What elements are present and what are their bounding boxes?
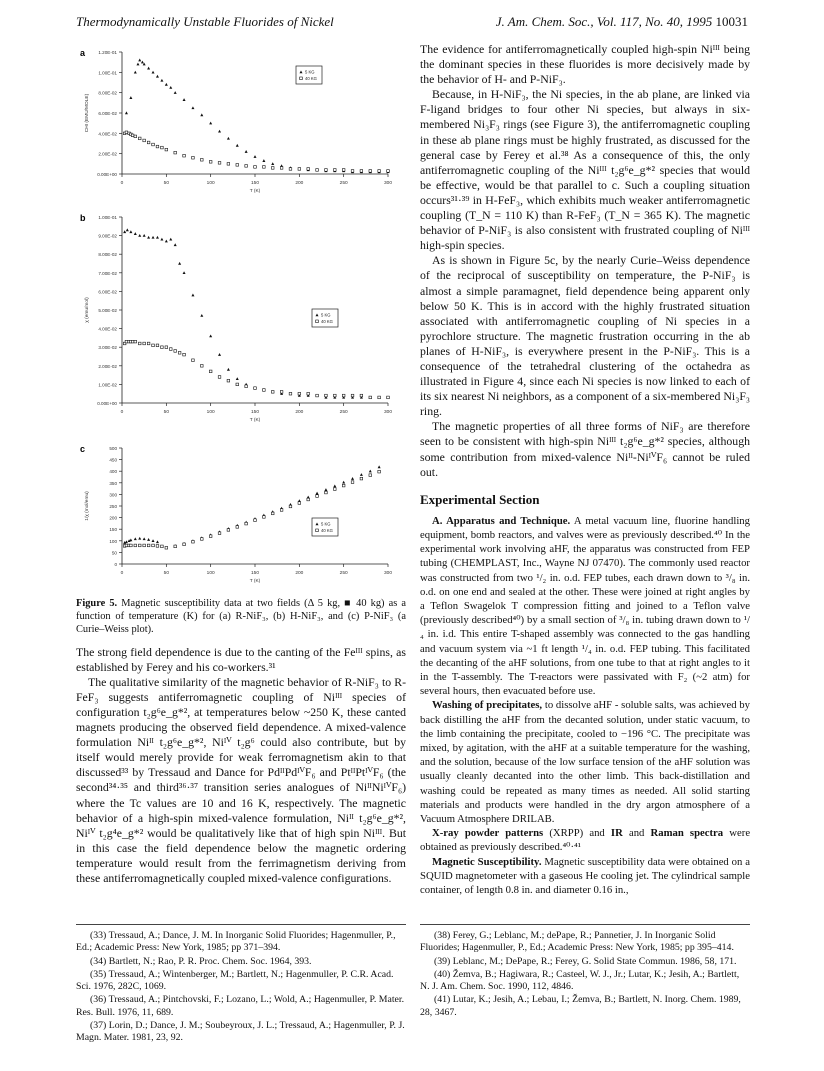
data-point-40kg [325, 394, 328, 397]
data-point-40kg [271, 167, 274, 170]
data-point-40kg [342, 394, 345, 397]
data-point-5kg [209, 334, 212, 337]
subsection-title: Raman spectra [650, 827, 724, 840]
data-point-40kg [280, 391, 283, 394]
x-tick-label: 300 [383, 181, 393, 186]
legend-label: 5 KG [321, 312, 331, 318]
paragraph: Because, in H-NiF₃, the Ni species, in the ab plane, are linked via F-ligand bridges to four other Ni species, but always in six-membered Ni₃F₃ rings (see Figure 3), the antiferromagnetic coupling in these ab plane rings must be highly frustrated, as discussed for the general case by Ferey et al.³⁸ As a consequence of this, the only antiferromagnetic coupling of the Niᴵᴵᴵ t₂g⁶e_g*² species that would be effective, would be that parallel to c. Such a coupling situation occurs³¹·³⁹ in H-FeF₃, which exhibits much weaker antiferromagnetic coupling (T_N = 110 K) than R-FeF₃ (T_N = 365 K). The magnetic behavior of P-NiF₃ is also consistent with frustrated coupling of Niᴵᴵᴵ high-spin species. [420, 87, 750, 253]
data-point-5kg [333, 484, 336, 487]
data-point-40kg [342, 169, 345, 172]
inline-text: (XRPP) and [549, 827, 605, 840]
x-axis-label: T (K) [249, 189, 261, 194]
data-point-40kg [143, 544, 146, 547]
section-heading: Experimental Section [420, 491, 540, 507]
data-point-40kg [174, 545, 177, 548]
data-point-40kg [236, 383, 239, 386]
data-point-5kg [160, 79, 163, 82]
data-point-5kg [209, 122, 212, 125]
data-point-40kg [254, 387, 257, 390]
x-tick-label: 0 [120, 410, 124, 415]
data-point-40kg [316, 394, 319, 397]
data-point-40kg [138, 342, 141, 345]
y-tick-label: 0 [114, 562, 117, 567]
data-point-40kg [174, 350, 177, 353]
figure-caption [76, 597, 406, 637]
data-point-40kg [351, 394, 354, 397]
data-point-40kg [201, 538, 204, 541]
data-point-5kg [200, 314, 203, 317]
y-tick-label: 300 [109, 492, 117, 498]
data-point-40kg [307, 168, 310, 171]
data-point-5kg [236, 144, 239, 147]
data-point-5kg [156, 540, 159, 543]
data-point-40kg [147, 342, 150, 345]
reference: (36) Tressaud, A.; Pintchovski, F.; Lozano, L.; Wold, A.; Hagenmuller, P. Mater. Res. Bull. 1976, 11, 689. [76, 994, 405, 1018]
y-tick-label: 500 [109, 446, 117, 451]
data-point-40kg [351, 170, 354, 173]
x-tick-label: 300 [383, 410, 393, 415]
data-point-5kg [169, 238, 172, 241]
chart-panel-c [76, 440, 406, 588]
paragraph [420, 826, 750, 854]
data-point-40kg [143, 139, 146, 142]
left-column [76, 44, 406, 886]
data-point-40kg [334, 394, 337, 397]
data-point-5kg [351, 477, 354, 480]
data-point-5kg [125, 111, 128, 114]
y-tick-label: 400 [109, 469, 117, 475]
right-column [420, 42, 750, 897]
data-point-40kg [316, 169, 319, 172]
data-point-5kg [129, 96, 132, 99]
y-axis-label: 1/χ (mol/emu) [85, 491, 90, 521]
y-tick-label: 1.00E-01 [98, 215, 117, 220]
data-point-40kg [143, 342, 146, 345]
reference: (35) Tressaud, A.; Wintenberger, M.; Bartlett, N.; Hagenmuller, P. C.R. Acad. Sci. 1976, 282C, 1069. [76, 968, 394, 993]
data-point-5kg [138, 537, 141, 540]
reference: (39) Leblanc, M.; DePape, R.; Ferey, G. Solid State Commun. 1986, 58, 171. [434, 955, 737, 967]
data-point-5kg [183, 98, 186, 101]
paragraph: The qualitative similarity of the magnetic behavior of R-NiF₃ to R-FeF₃ suggests antiferromagnetic coupling of Niᴵᴵᴵ species of configuration t₂g⁶e_g*², at temperatures below ~250 K, these canted magnets producing the observed field dependence. A mixed-valence formulation Niᴵᴵ t₂g⁶e_g*², Niᴵⱽ t₂g⁶ could also contribute, but by itself would merely provide for weak ferromagnetism akin to that discussed³³ by Tressaud and Dance for PdᴵᴵPdᴵⱽF₆ and PtᴵᴵPtᴵⱽF₆ (the second³⁴·³⁵ and third³⁶·³⁷ transition series analogues of NiᴵᴵNiᴵⱽF₆) where the Tc values are 10 and 16 K, respectively. The magnetic behavior of a high-spin mixed-valence formulation, Niᴵᴵ t₂g⁶e_g*², Niᴵⱽ t₂g⁴e_g*² would be qualitatively like that of high spin Niᴵᴵᴵ. But in this case the field dependence below the magnetic ordering temperature would result from the ferrimagnetism deriving from these antiferromagnetically coupled mixed-valence configurations. [76, 674, 406, 886]
data-point-5kg [138, 234, 141, 237]
y-tick-label: 4.00E-02 [98, 326, 117, 332]
data-point-5kg [200, 113, 203, 116]
data-point-5kg [125, 540, 128, 543]
data-point-40kg [298, 168, 301, 171]
journal-name: J. Am. Chem. Soc., Vol. 117, No. 40, 1995 [495, 14, 713, 29]
y-tick-label: 3.00E-02 [98, 345, 117, 351]
data-point-40kg [236, 526, 239, 529]
experimental-text [420, 514, 750, 897]
data-point-5kg [271, 162, 274, 165]
data-point-40kg [134, 135, 137, 138]
data-point-40kg [156, 344, 159, 347]
data-point-40kg [351, 481, 354, 484]
data-point-40kg [369, 170, 372, 173]
data-point-5kg [191, 294, 194, 297]
data-point-40kg [183, 353, 186, 356]
x-tick-label: 250 [339, 571, 348, 576]
y-tick-label: 200 [109, 515, 117, 521]
data-point-40kg [227, 163, 230, 166]
data-point-40kg [134, 544, 137, 547]
data-point-5kg [160, 238, 163, 241]
data-point-40kg [254, 519, 257, 522]
data-point-40kg [218, 162, 221, 165]
y-tick-label: 1.20E-01 [98, 50, 117, 55]
data-point-40kg [192, 359, 195, 362]
data-point-40kg [360, 170, 363, 173]
legend-label: 40 KG [305, 76, 317, 81]
data-point-5kg [378, 465, 381, 468]
figure-5 [76, 44, 406, 593]
data-point-5kg [152, 236, 155, 239]
data-point-40kg [138, 137, 141, 140]
data-point-5kg [227, 137, 230, 140]
reference: (41) Lutar, K.; Jesih, A.; Lebau, I.; Žemva, B.; Bartlett, N. Inorg. Chem. 1989, 28, 3467. [420, 994, 741, 1018]
data-point-40kg [316, 495, 319, 498]
y-tick-label: 0.00E+00 [97, 172, 117, 177]
x-tick-label: 100 [206, 181, 215, 186]
data-point-40kg [263, 389, 266, 392]
data-point-5kg [152, 539, 155, 542]
data-point-40kg [178, 351, 181, 354]
data-point-5kg [126, 228, 129, 231]
data-point-40kg [152, 544, 155, 547]
reference: (34) Bartlett, N.; Rao, P. R. Proc. Chem. Soc. 1964, 393. [90, 955, 312, 967]
y-tick-label: 50 [111, 550, 117, 556]
data-point-40kg [254, 166, 257, 169]
y-tick-label: 2.00E-02 [98, 363, 117, 369]
legend-marker-40kg [300, 77, 303, 80]
data-point-40kg [245, 522, 248, 525]
y-tick-label: 150 [109, 527, 117, 533]
data-point-5kg [183, 271, 186, 274]
reference: (33) Tressaud, A.; Dance, J. M. In Inorganic Solid Fluorides; Hagenmuller, P., Ed.; Academic Press: New York, 1985; pp 371–394. [76, 930, 396, 954]
y-axis-label: χ (emu/mol) [85, 297, 90, 323]
data-point-40kg [201, 365, 204, 368]
data-point-40kg [378, 170, 381, 173]
data-point-5kg [178, 262, 181, 265]
data-point-5kg [141, 61, 144, 64]
legend-label: 40 KG [321, 528, 333, 533]
data-point-40kg [138, 544, 141, 547]
data-point-5kg [138, 59, 141, 62]
y-tick-label: 1.00E-01 [98, 70, 117, 76]
data-point-5kg [262, 159, 265, 162]
y-axis-label: CHI (EMU/MOLE) [85, 93, 90, 133]
x-tick-label: 200 [295, 410, 304, 415]
y-tick-label: 350 [109, 480, 117, 486]
subsection-title: Magnetic Susceptibility. [432, 855, 542, 868]
legend-marker-40kg [316, 320, 319, 323]
left-body-text [76, 645, 406, 887]
y-tick-label: 6.00E-02 [98, 111, 117, 116]
running-title: Thermodynamically Unstable Fluorides of Nickel [76, 14, 334, 29]
x-tick-label: 150 [250, 571, 260, 576]
data-point-40kg [263, 166, 266, 169]
apparatus-text: A metal vacuum line, fluorine handling equipment, bomb reactors, and valves were as previously described.⁴⁰ In the experimental work involving aHF, the apparatus was constructed from FEP tubing (CHEMPLAST, Inc., Wayne NJ 07470). The commonly used reactor was constructed from two ¹/₂ in. o.d. FEP tubes, each drawn down to ³/₈ in. o.d. on one end and sealed at the other. These were joined at right angles by a Teflon Swagelok T compression fitting and joined to a Teflon valve (previously described⁴⁰) by a small section of ³/₈ in. tubing drawn down to ¹/₄ in. i.d. This entire T-shaped assembly was connected to the gas handling and vacuum system via ~1 ft length ¹/₄ in. o.d. FEP tubing. This facilitated the decanting of the aHF solutions, from one tube to that at right angles to it in the T-assembly. The T-reactors were passivated with F₂ (~2 atm) for several hours, then evacuated before use. [420, 514, 750, 698]
data-point-5kg [123, 230, 126, 233]
y-tick-label: 100 [109, 538, 117, 544]
data-point-40kg [156, 545, 159, 548]
data-point-40kg [125, 340, 128, 343]
data-point-5kg [134, 537, 137, 540]
right-body-text [420, 42, 750, 480]
data-point-40kg [271, 391, 274, 394]
y-tick-label: 8.00E-02 [98, 252, 117, 258]
subsection-title: Washing of precipitates, [432, 699, 543, 712]
data-point-5kg [236, 377, 239, 380]
data-point-40kg [201, 158, 204, 161]
references-left [76, 930, 406, 1046]
y-tick-label: 4.00E-02 [98, 131, 117, 137]
data-point-40kg [152, 344, 155, 347]
x-axis-label: T (K) [249, 579, 261, 584]
references-right [420, 930, 750, 1020]
data-point-40kg [218, 376, 221, 379]
data-point-40kg [165, 346, 168, 349]
data-point-40kg [263, 516, 266, 519]
y-tick-label: 1.00E-02 [98, 382, 117, 388]
data-point-40kg [387, 170, 390, 173]
x-tick-label: 250 [339, 181, 348, 186]
data-point-5kg [316, 492, 319, 495]
reference: (38) Ferey, G.; Leblanc, M.; dePape, R.; Pannetier, J. In Inorganic Solid Fluorides; Hagenmuller, P., Ed.; Academic Press: New York, 1985; pp 395–414. [420, 930, 734, 954]
data-point-40kg [245, 165, 248, 168]
legend-label: 40 KG [321, 319, 333, 324]
legend-marker-40kg [316, 529, 319, 532]
mag-text: Magnetic susceptibility data were obtained on a SQUID magnetometer with a gaseous He cooling jet. The cylindrical sample container, of length 0.8 in. and diameter 0.16 in., [420, 855, 751, 896]
x-tick-label: 50 [163, 410, 170, 415]
data-point-40kg [125, 544, 128, 547]
xrpp-text: were obtained as previously described.⁴⁰·⁴¹ [420, 827, 751, 854]
data-point-5kg [245, 150, 248, 153]
x-tick-label: 200 [295, 571, 304, 576]
paragraph: The magnetic properties of all three forms of NiF₃ are therefore seen to be consistent with high-spin Niᴵᴵᴵ t₂g⁶e_g*² species, although some contribution from mixed-valence Niᴵᴵ-NiᴵⱽF₆ cannot be ruled out. [420, 419, 750, 479]
data-point-40kg [125, 131, 128, 134]
x-tick-label: 200 [295, 181, 304, 186]
data-point-40kg [209, 535, 212, 538]
data-point-40kg [192, 156, 195, 159]
y-tick-label: 2.00E-02 [98, 151, 117, 157]
data-point-5kg [174, 91, 177, 94]
data-point-40kg [161, 146, 164, 149]
data-point-40kg [134, 340, 137, 343]
data-point-40kg [245, 385, 248, 388]
x-tick-label: 250 [339, 410, 348, 415]
panel-letter: a [80, 48, 86, 58]
panel-letter: b [80, 213, 86, 223]
data-point-5kg [147, 538, 150, 541]
data-point-40kg [183, 154, 186, 157]
data-point-40kg [378, 396, 381, 399]
data-point-40kg [156, 145, 159, 148]
data-point-40kg [152, 143, 155, 146]
legend-label: 5 KG [305, 69, 315, 75]
data-point-40kg [227, 379, 230, 382]
data-point-5kg [165, 83, 168, 86]
y-tick-label: 450 [109, 457, 117, 463]
data-point-5kg [134, 71, 137, 74]
subsection-title: X-ray powder patterns [432, 827, 544, 840]
data-point-40kg [174, 151, 177, 154]
data-point-40kg [227, 529, 230, 532]
data-point-40kg [271, 512, 274, 515]
data-point-40kg [218, 532, 221, 535]
data-point-40kg [325, 169, 328, 172]
paragraph [420, 855, 750, 898]
data-point-40kg [209, 370, 212, 373]
data-point-40kg [130, 544, 133, 547]
data-point-40kg [325, 491, 328, 494]
data-point-40kg [387, 396, 390, 399]
data-point-40kg [183, 543, 186, 546]
data-point-5kg [136, 63, 139, 66]
data-point-40kg [289, 392, 292, 395]
data-point-40kg [307, 498, 310, 501]
y-tick-label: 9.00E-02 [98, 233, 117, 239]
data-point-5kg [360, 473, 363, 476]
data-point-5kg [165, 240, 168, 243]
paragraph: The evidence for antiferromagnetically coupled high-spin Niᴵᴵᴵ being the dominant species in these fluorides is more decisively made by the behavior of H- and P-NiF₃. [420, 42, 750, 87]
data-point-5kg [129, 230, 132, 233]
data-point-40kg [131, 134, 134, 137]
x-tick-label: 0 [120, 571, 124, 576]
data-point-40kg [369, 474, 372, 477]
y-tick-label: 250 [109, 504, 117, 509]
data-point-40kg [298, 392, 301, 395]
data-point-5kg [147, 67, 150, 70]
data-point-5kg [169, 86, 172, 89]
x-tick-label: 0 [120, 181, 124, 186]
legend-label: 5 KG [321, 521, 331, 527]
data-point-40kg [342, 484, 345, 487]
data-point-40kg [298, 502, 301, 505]
x-tick-label: 100 [206, 571, 215, 576]
y-tick-label: 5.00E-02 [98, 308, 117, 313]
data-point-5kg [143, 234, 146, 237]
x-tick-label: 150 [250, 410, 260, 415]
reference: (40) Žemva, B.; Hagiwara, R.; Casteel, W. J., Jr.; Lutar, K.; Jesih, A.; Bartlett, N. J. Am. Chem. Soc. 1990, 112, 4846. [420, 968, 740, 993]
data-point-5kg [369, 470, 372, 473]
data-point-40kg [307, 392, 310, 395]
chart-panel-a [76, 44, 406, 204]
data-point-5kg [156, 75, 159, 78]
data-point-5kg [218, 353, 221, 356]
data-point-40kg [165, 546, 168, 549]
data-point-40kg [369, 396, 372, 399]
x-tick-label: 50 [163, 181, 170, 186]
page-number: 10031 [715, 14, 748, 29]
data-point-40kg [334, 488, 337, 491]
data-point-40kg [165, 148, 168, 151]
data-point-5kg [152, 71, 155, 74]
x-tick-label: 100 [206, 410, 215, 415]
running-header [76, 14, 748, 30]
panel-letter: c [80, 444, 86, 454]
x-tick-label: 50 [163, 571, 170, 576]
reference: (37) Lorin, D.; Dance, J. M.; Soubeyroux, J. L.; Tressaud, A.; Hagenmuller, P. J. Magn. Mater. 1981, 23, 92. [76, 1020, 405, 1044]
data-point-5kg [147, 236, 150, 239]
footnote-rule [420, 924, 750, 925]
data-point-40kg [378, 470, 381, 473]
data-point-5kg [218, 130, 221, 133]
data-point-5kg [174, 243, 177, 246]
data-point-40kg [169, 348, 172, 351]
data-point-40kg [131, 340, 134, 343]
subsection-title: IR [610, 827, 623, 840]
x-axis-label: T (K) [249, 418, 261, 423]
data-point-5kg [254, 155, 257, 158]
data-point-5kg [324, 488, 327, 491]
paragraph: As is shown in Figure 5c, by the nearly Curie–Weiss dependence of the reciprocal of susceptibility on temperature, the P-NiF₃ is almost a simple paramagnet, field dependence being apparent only below 50 K. This is in accord with the highly frustrated situation associated with antiferromagnetic coupling of Ni species in a pyrochlore structure. The magnetic frustration occurring in the ab planes of H-NiF₃, is everywhere present in the P-NiF₃. This is a consequence of the tetrahedral clustering of the octahedra as illustrated in Figure 4, since each Ni species is now linked to each of its six nearest Ni neighbors, as a component of a six-membered Ni₃F₃ ring. [420, 253, 750, 419]
caption-text: Magnetic susceptibility data at two fields (Δ 5 kg, ■ 40 kg) as a function of temperature (K) for (a) R-NiF₃, (b) H-NiF₃, and (c) P-NiF₃ (a Curie–Weiss plot). [76, 598, 406, 636]
paragraph [420, 514, 750, 699]
data-point-40kg [289, 168, 292, 171]
journal-citation [496, 14, 748, 30]
data-point-40kg [280, 509, 283, 512]
chart-panel-b [76, 209, 406, 435]
y-tick-label: 7.00E-02 [98, 270, 117, 276]
data-point-5kg [191, 106, 194, 109]
data-point-5kg [143, 537, 146, 540]
data-point-5kg [134, 232, 137, 235]
data-point-5kg [129, 539, 132, 542]
washing-text: to dissolve aHF - soluble salts, was achieved by back distilling the aHF from the decanted solution, under static vacuum, to the limb containing the precipitate, cooled to −196 °C. The precipitate was mixed, by agitation, with the aHF at a suitable temperature for the washing, and the solution, because of the low surface tension of the aHF solution was usually cleanly decanted into the other limb. This back-distillation and washing could be repeated as many times as needed. All solid starting materials and products were handled in the dry argon atmosphere of a Vacuum Atmosphere DRILAB. [420, 699, 750, 825]
y-tick-label: 0.00E+00 [97, 401, 117, 406]
data-point-5kg [342, 481, 345, 484]
data-point-40kg [147, 141, 150, 144]
y-tick-label: 6.00E-02 [98, 289, 117, 295]
data-point-5kg [227, 368, 230, 371]
subsection-title: A. Apparatus and Technique. [432, 514, 571, 527]
data-point-40kg [236, 164, 239, 167]
data-point-40kg [334, 169, 337, 172]
x-tick-label: 150 [250, 181, 260, 186]
data-point-40kg [161, 545, 164, 548]
data-point-40kg [209, 161, 212, 164]
paragraph: The strong field dependence is due to the canting of the Feᴵᴵᴵ spins, as established by Ferey and his co-workers.³¹ [76, 644, 406, 674]
data-point-40kg [289, 505, 292, 508]
data-point-40kg [161, 346, 164, 349]
x-tick-label: 300 [383, 571, 393, 576]
inline-text: and [628, 827, 645, 840]
data-point-40kg [360, 394, 363, 397]
data-point-40kg [360, 477, 363, 480]
footnote-rule [76, 924, 406, 925]
data-point-40kg [192, 540, 195, 543]
paragraph [420, 698, 750, 826]
data-point-5kg [156, 236, 159, 239]
y-tick-label: 8.00E-02 [98, 90, 117, 96]
data-point-40kg [280, 167, 283, 170]
data-point-40kg [147, 544, 150, 547]
caption-label: Figure 5. [76, 598, 118, 609]
